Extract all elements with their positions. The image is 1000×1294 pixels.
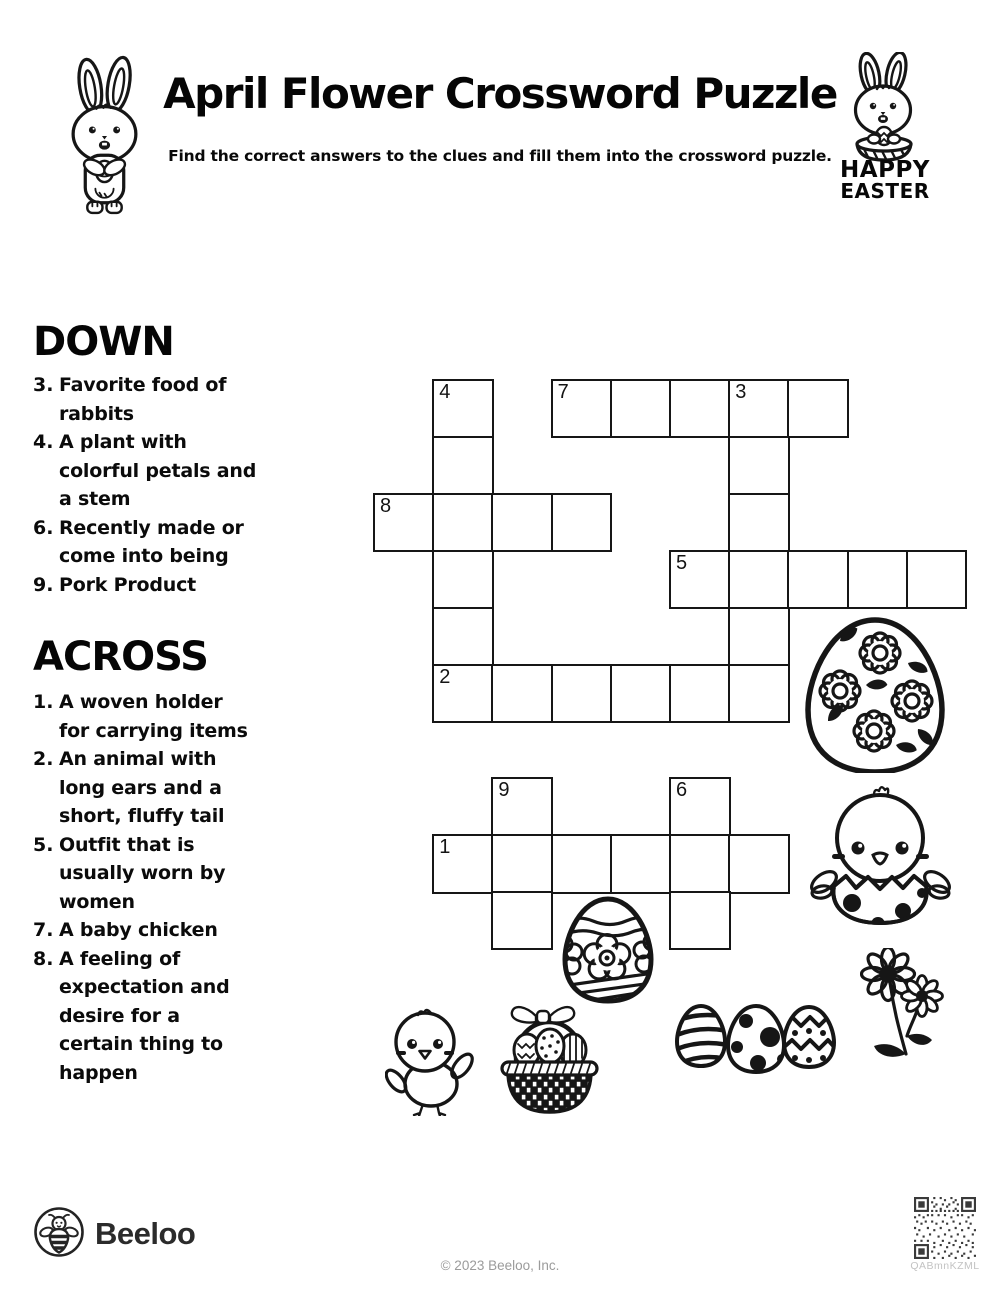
grid-cell-c2-r8[interactable] (491, 834, 553, 893)
flower-plant-illustration (860, 948, 945, 1063)
clue-across-8 (33, 945, 363, 1088)
grid-cell-c6-r4[interactable] (728, 607, 790, 666)
across-list (33, 688, 363, 1087)
cell-number: 4 (439, 381, 451, 403)
easter-basket-illustration (498, 1002, 601, 1114)
cell-number: 6 (676, 779, 688, 802)
grid-cell-c4-r5[interactable] (610, 664, 672, 723)
happy-easter-line1: HAPPY (840, 157, 930, 183)
grid-cell-c6-r2[interactable] (728, 493, 790, 552)
grid-cell-c5-r9[interactable] (669, 891, 731, 950)
grid-cell-c4-r0[interactable] (610, 379, 672, 438)
copyright-text: © 2023 Beeloo, Inc. (440, 1258, 560, 1273)
clue-number: 8. (33, 947, 54, 970)
clue-text: Favorite food of rabbits (59, 374, 227, 425)
clue-text: Pork Product (59, 573, 197, 596)
clue-across-1 (33, 688, 363, 745)
down-clues-section (33, 320, 363, 599)
bee-logo-icon (33, 1206, 85, 1258)
happy-easter-line2: EASTER (840, 179, 930, 203)
happy-easter-text (828, 159, 942, 201)
grid-cell-c3-r0[interactable] (551, 379, 613, 438)
chick-hatching-illustration (808, 786, 953, 926)
wavy-flower-egg-illustration (560, 894, 657, 1006)
clue-text: A feeling of expectation and desire for a certain thing to happen (59, 947, 230, 1084)
grid-cell-c1-r5[interactable] (432, 664, 494, 723)
grid-cell-c1-r0[interactable] (432, 379, 494, 438)
qr-code-label: QABmnKZML (910, 1260, 980, 1272)
grid-cell-c9-r3[interactable] (906, 550, 968, 609)
clue-down-9 (33, 571, 363, 600)
grid-cell-c6-r8[interactable] (728, 834, 790, 893)
bunny-standing-illustration (62, 54, 148, 216)
chick-standing-illustration (385, 1008, 481, 1116)
grid-cell-c6-r3[interactable] (728, 550, 790, 609)
grid-cell-c2-r7[interactable] (491, 777, 553, 836)
grid-cell-c2-r2[interactable] (491, 493, 553, 552)
clue-number: 6. (33, 516, 54, 539)
grid-cell-c5-r7[interactable] (669, 777, 731, 836)
grid-cell-c1-r2[interactable] (432, 493, 494, 552)
clue-down-4 (33, 428, 363, 514)
clue-number: 2. (33, 748, 54, 770)
bunny-egg-cup-illustration (836, 52, 933, 162)
across-heading: ACROSS (33, 634, 208, 680)
grid-cell-c5-r5[interactable] (669, 664, 731, 723)
grid-cell-c0-r2[interactable] (373, 493, 435, 552)
grid-cell-c6-r0[interactable] (728, 379, 790, 438)
grid-cell-c1-r8[interactable] (432, 834, 494, 893)
clue-down-6 (33, 514, 363, 571)
grid-cell-c2-r5[interactable] (491, 664, 553, 723)
grid-cell-c5-r0[interactable] (669, 379, 731, 438)
grid-cell-c2-r9[interactable] (491, 891, 553, 950)
clue-number: 5. (33, 833, 54, 856)
down-heading: DOWN (33, 319, 174, 365)
clue-text: An animal with long ears and a short, fluffy tail (59, 748, 225, 827)
clue-across-2 (33, 745, 363, 831)
grid-cell-c1-r3[interactable] (432, 550, 494, 609)
easter-eggs-trio-illustration (674, 995, 842, 1075)
clue-number: 9. (33, 573, 54, 596)
clue-across-7 (33, 916, 363, 945)
beeloo-wordmark: Beeloo (95, 1216, 196, 1251)
grid-cell-c8-r3[interactable] (847, 550, 909, 609)
page-subtitle: Find the correct answers to the clues and fill them into the crossword puzzle. (168, 147, 832, 165)
cell-number: 8 (380, 494, 392, 517)
grid-cell-c6-r1[interactable] (728, 436, 790, 495)
clue-number: 3. (33, 374, 54, 396)
grid-cell-c7-r3[interactable] (787, 550, 849, 609)
clue-text: Recently made or come into being (59, 516, 244, 567)
grid-cell-c4-r8[interactable] (610, 834, 672, 893)
grid-cell-c1-r1[interactable] (432, 436, 494, 495)
across-clues-section (33, 635, 363, 1087)
page-title: April Flower Crossword Puzzle (163, 69, 837, 118)
qr-code-icon (914, 1197, 976, 1259)
grid-cell-c7-r0[interactable] (787, 379, 849, 438)
clue-down-3 (33, 371, 363, 428)
clue-text: Outfit that is usually worn by women (59, 833, 226, 913)
clue-across-5 (33, 831, 363, 917)
cell-number: 5 (676, 551, 688, 574)
clue-number: 7. (33, 919, 54, 941)
clue-number: 1. (33, 691, 54, 713)
cell-number: 7 (557, 381, 569, 403)
clue-text: A woven holder for carrying items (59, 691, 248, 742)
clue-number: 4. (33, 431, 54, 453)
clue-text: A baby chicken (59, 919, 218, 941)
cell-number: 1 (439, 836, 451, 859)
down-list (33, 371, 363, 599)
cell-number: 2 (439, 665, 451, 688)
clue-text: A plant with colorful petals and a stem (59, 431, 257, 510)
cell-number: 9 (498, 779, 510, 802)
grid-cell-c3-r5[interactable] (551, 664, 613, 723)
grid-cell-c1-r4[interactable] (432, 607, 494, 666)
grid-cell-c3-r8[interactable] (551, 834, 613, 893)
flower-egg-large-illustration (800, 611, 950, 773)
grid-cell-c3-r2[interactable] (551, 493, 613, 552)
cell-number: 3 (735, 381, 747, 403)
grid-cell-c6-r5[interactable] (728, 664, 790, 723)
grid-cell-c5-r3[interactable] (669, 550, 731, 609)
grid-cell-c5-r8[interactable] (669, 834, 731, 893)
